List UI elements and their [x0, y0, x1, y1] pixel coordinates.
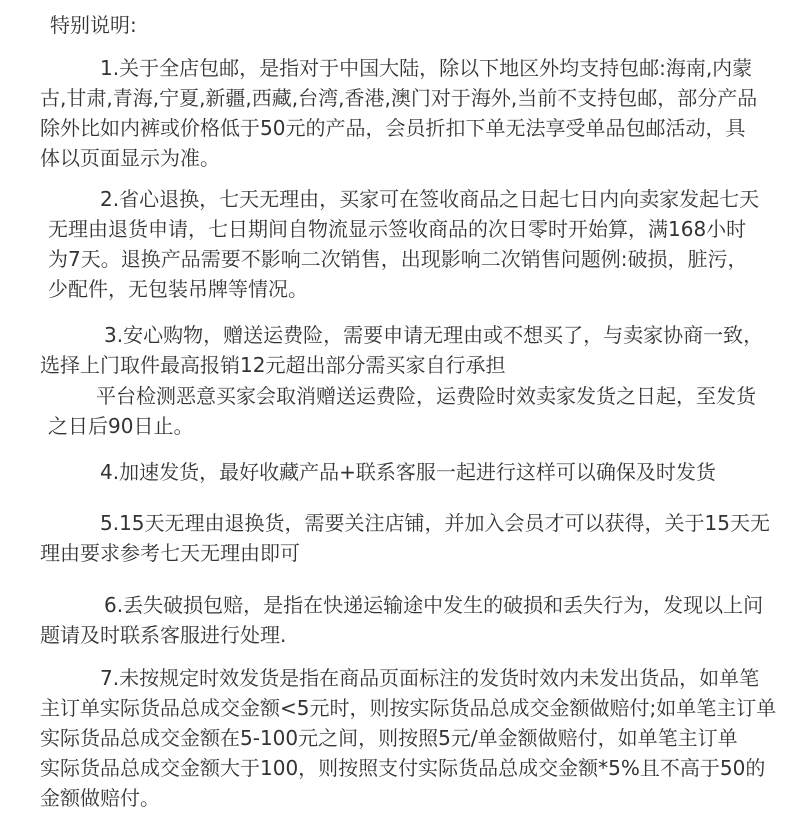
text-line: 题请及时联系客服进行处理.	[40, 623, 287, 647]
text-line: 7.未按规定时效发货是指在商品页面标注的发货时效内未发出货品，如单笔	[100, 666, 760, 690]
text-line: 之日后90日止。	[48, 414, 194, 438]
text-line: 平台检测恶意买家会取消赠送运费险，运费险时效卖家发货之日起，至发货	[96, 384, 756, 408]
text-line: 无理由退货申请，七日期间自物流显示签收商品的次日零时开始算，满168小时	[48, 217, 747, 241]
text-line: 少配件，无包装吊牌等情况。	[48, 277, 308, 301]
text-line: 理由要求参考七天无理由即可	[40, 541, 300, 565]
text-line: 6.丢失破损包赔，是指在快递运输途中发生的破损和丢失行为，发现以上问	[104, 593, 764, 617]
text-line: 1.关于全店包邮，是指对于中国大陆，除以下地区外均支持包邮:海南,内蒙	[100, 56, 753, 80]
text-line: 3.安心购物，赠送运费险，需要申请无理由或不想买了，与卖家协商一致，	[104, 323, 764, 347]
text-line: 实际货品总成交金额大于100，则按照支付实际货品总成交金额*5%且不高于50的	[40, 756, 766, 780]
text-line: 选择上门取件最高报销12元超出部分需买家自行承担	[40, 353, 506, 377]
text-line: 为7天。退换产品需要不影响二次销售，出现影响二次销售问题例:破损，脏污，	[48, 247, 748, 271]
text-line: 5.15天无理由退换货，需要关注店铺，并加入会员才可以获得，关于15天无	[100, 511, 770, 535]
text-line: 金额做赔付。	[40, 786, 160, 810]
text-line: 4.加速发货，最好收藏产品+联系客服一起进行这样可以确保及时发货	[100, 460, 716, 484]
page-title: 特别说明:	[50, 13, 137, 37]
text-line: 古,甘肃,青海,宁夏,新疆,西藏,台湾,香港,澳门对于海外,当前不支持包邮，部分产品	[40, 86, 758, 110]
text-line: 2.省心退换，七天无理由，买家可在签收商品之日起七日内向卖家发起七天	[100, 187, 760, 211]
text-line: 体以页面显示为准。	[40, 146, 220, 170]
text-line: 主订单实际货品总成交金额<5元时，则按实际货品总成交金额做赔付;如单笔主订单	[40, 696, 777, 720]
text-line: 实际货品总成交金额在5-100元之间，则按照5元/单金额做赔付，如单笔主订单	[40, 726, 738, 750]
text-line: 除外比如内裤或价格低于50元的产品，会员折扣下单无法享受单品包邮活动，具	[40, 116, 746, 140]
